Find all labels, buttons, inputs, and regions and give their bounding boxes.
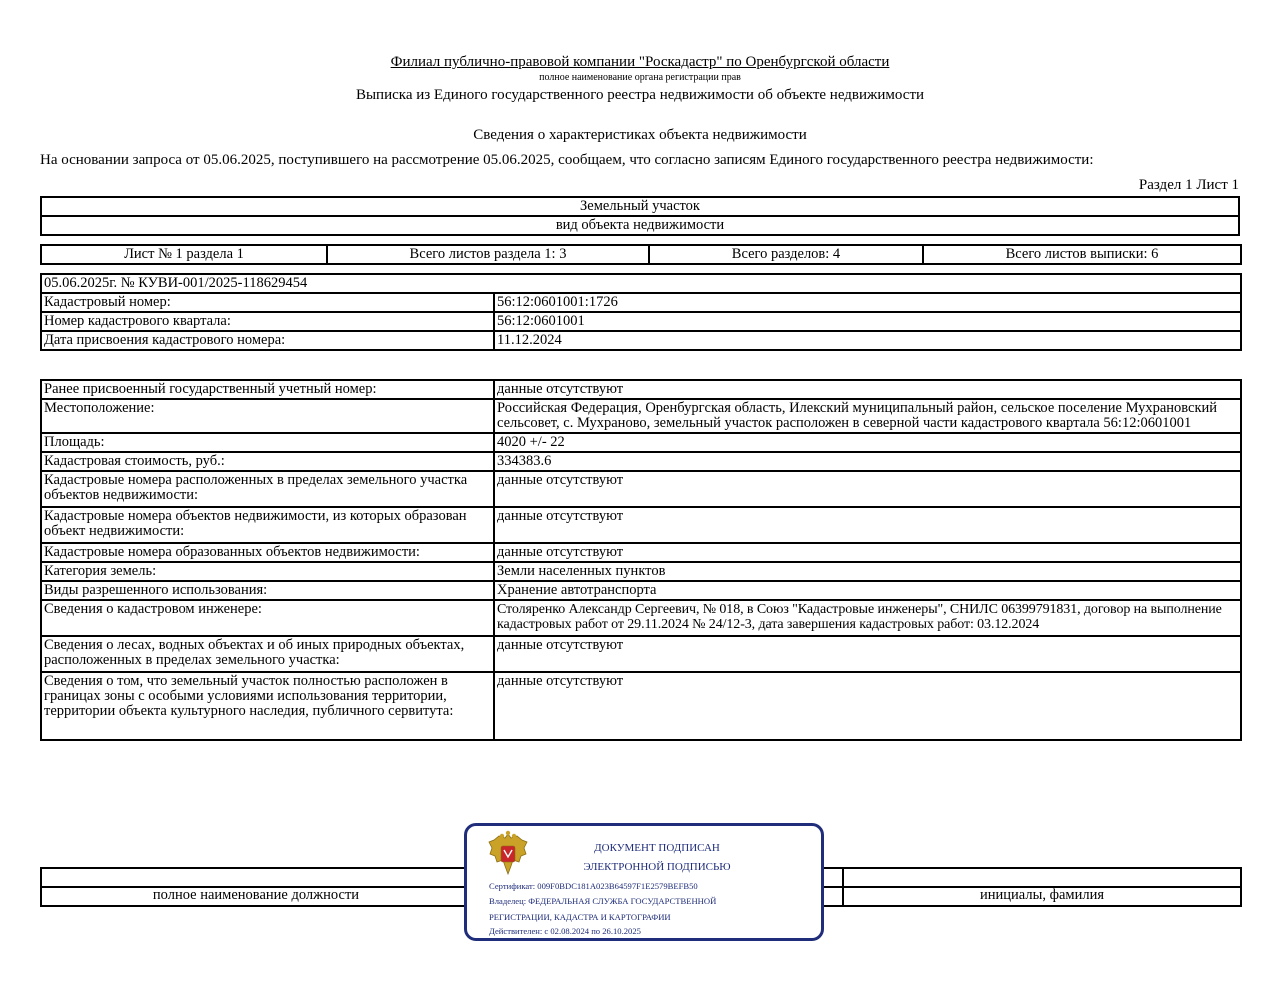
row-label: Местоположение: bbox=[41, 399, 494, 433]
row-label: Кадастровый номер: bbox=[41, 293, 494, 312]
row-label: Номер кадастрового квартала: bbox=[41, 312, 494, 331]
position-field bbox=[41, 868, 471, 887]
row-value: Российская Федерация, Оренбургская область, Илекский муниципальный район, сельское поселение Мухрановский сельсовет, с. Мухраново, земельный участок расположен в северной части кадастрового квартала 56:12:0601001 bbox=[494, 399, 1241, 433]
table-row bbox=[41, 293, 1241, 312]
table-row bbox=[41, 471, 1241, 507]
stamp-validity: Действителен: с 02.08.2024 по 26.10.2025 bbox=[489, 926, 641, 936]
table-row bbox=[41, 312, 1241, 331]
row-value: 56:12:0601001 bbox=[494, 312, 1241, 331]
details-table bbox=[40, 379, 1242, 741]
object-kind-value: Земельный участок bbox=[41, 197, 1239, 216]
document-subtitle: Сведения о характеристиках объекта недвижимости bbox=[473, 127, 807, 143]
org-name: Филиал публично-правовой компании "Роскадастр" по Оренбургской области bbox=[390, 54, 890, 70]
row-value: 334383.6 bbox=[494, 452, 1241, 471]
row-label: Виды разрешенного использования: bbox=[41, 581, 494, 600]
section-reference: Раздел 1 Лист 1 bbox=[1138, 177, 1239, 193]
row-label: Сведения о кадастровом инженере: bbox=[41, 600, 494, 636]
total-sections: Всего разделов: 4 bbox=[649, 245, 923, 264]
name-caption: инициалы, фамилия bbox=[843, 887, 1241, 906]
object-kind-caption: вид объекта недвижимости bbox=[41, 216, 1239, 235]
row-value: 56:12:0601001:1726 bbox=[494, 293, 1241, 312]
table-row bbox=[41, 562, 1241, 581]
row-value: данные отсутствуют bbox=[494, 471, 1241, 507]
table-row bbox=[41, 672, 1241, 740]
row-label: Ранее присвоенный государственный учетный номер: bbox=[41, 380, 494, 399]
row-value: Земли населенных пунктов bbox=[494, 562, 1241, 581]
sheets-table bbox=[40, 244, 1242, 265]
intro-text: На основании запроса от 05.06.2025, поступившего на рассмотрение 05.06.2025, сообщаем, что согласно записям Единого государственного реестра недвижимости: bbox=[40, 152, 1094, 168]
row-value: данные отсутствуют bbox=[494, 507, 1241, 543]
row-label: Сведения о лесах, водных объектах и об иных природных объектах, расположенных в пределах земельного участка: bbox=[41, 636, 494, 672]
row-value: данные отсутствуют bbox=[494, 543, 1241, 562]
name-field bbox=[843, 868, 1241, 887]
table-row bbox=[41, 380, 1241, 399]
row-label: Кадастровые номера объектов недвижимости, из которых образован объект недвижимости: bbox=[41, 507, 494, 543]
row-label: Кадастровая стоимость, руб.: bbox=[41, 452, 494, 471]
table-row bbox=[41, 331, 1241, 350]
table-row bbox=[41, 507, 1241, 543]
table-row bbox=[41, 581, 1241, 600]
row-value: 4020 +/- 22 bbox=[494, 433, 1241, 452]
table-row bbox=[41, 636, 1241, 672]
row-value: данные отсутствуют bbox=[494, 636, 1241, 672]
electronic-signature-stamp bbox=[464, 823, 824, 941]
document-title: Выписка из Единого государственного реестра недвижимости об объекте недвижимости bbox=[355, 87, 925, 103]
position-caption: полное наименование должности bbox=[41, 887, 471, 906]
double-headed-eagle-icon bbox=[485, 830, 531, 878]
extract-date-number: 05.06.2025г. № КУВИ-001/2025-118629454 bbox=[41, 274, 1241, 293]
row-value: данные отсутствуют bbox=[494, 672, 1241, 740]
stamp-owner-continued: РЕГИСТРАЦИИ, КАДАСТРА И КАРТОГРАФИИ bbox=[489, 912, 671, 922]
table-row bbox=[41, 433, 1241, 452]
stamp-owner: Владелец: ФЕДЕРАЛЬНАЯ СЛУЖБА ГОСУДАРСТВЕННОЙ bbox=[489, 896, 717, 906]
row-value: Хранение автотранспорта bbox=[494, 581, 1241, 600]
row-value: данные отсутствуют bbox=[494, 380, 1241, 399]
row-label: Площадь: bbox=[41, 433, 494, 452]
table-row bbox=[41, 399, 1241, 433]
row-value: Столяренко Александр Сергеевич, № 018, в Союз "Кадастровые инженеры", СНИЛС 06399791831, договор на выполнение кадастровых работ от 29.11.2024 № 24/12-3, дата завершения кадастровых работ: 03.12.2024 bbox=[494, 600, 1241, 636]
stamp-title-line1: ДОКУМЕНТ ПОДПИСАН bbox=[594, 842, 720, 854]
table-row bbox=[41, 452, 1241, 471]
row-label: Кадастровые номера расположенных в пределах земельного участка объектов недвижимости: bbox=[41, 471, 494, 507]
row-label: Сведения о том, что земельный участок полностью расположен в границах зоны с особыми условиями использования территории, территории объекта культурного наследия, публичного сервитута: bbox=[41, 672, 494, 740]
org-caption: полное наименование органа регистрации прав bbox=[539, 72, 741, 83]
total-sheets-section: Всего листов раздела 1: 3 bbox=[327, 245, 649, 264]
table-row bbox=[41, 600, 1241, 636]
row-label: Кадастровые номера образованных объектов недвижимости: bbox=[41, 543, 494, 562]
row-value: 11.12.2024 bbox=[494, 331, 1241, 350]
sheet-of-section: Лист № 1 раздела 1 bbox=[41, 245, 327, 264]
object-kind-table bbox=[40, 196, 1240, 236]
table-row bbox=[41, 543, 1241, 562]
registry-table bbox=[40, 273, 1242, 351]
stamp-title-line2: ЭЛЕКТРОННОЙ ПОДПИСЬЮ bbox=[583, 861, 731, 873]
row-label: Дата присвоения кадастрового номера: bbox=[41, 331, 494, 350]
total-sheets-extract: Всего листов выписки: 6 bbox=[923, 245, 1241, 264]
stamp-certificate: Сертификат: 009F0BDC181A023B64597F1E2579BEFB50 bbox=[489, 881, 698, 891]
row-label: Категория земель: bbox=[41, 562, 494, 581]
